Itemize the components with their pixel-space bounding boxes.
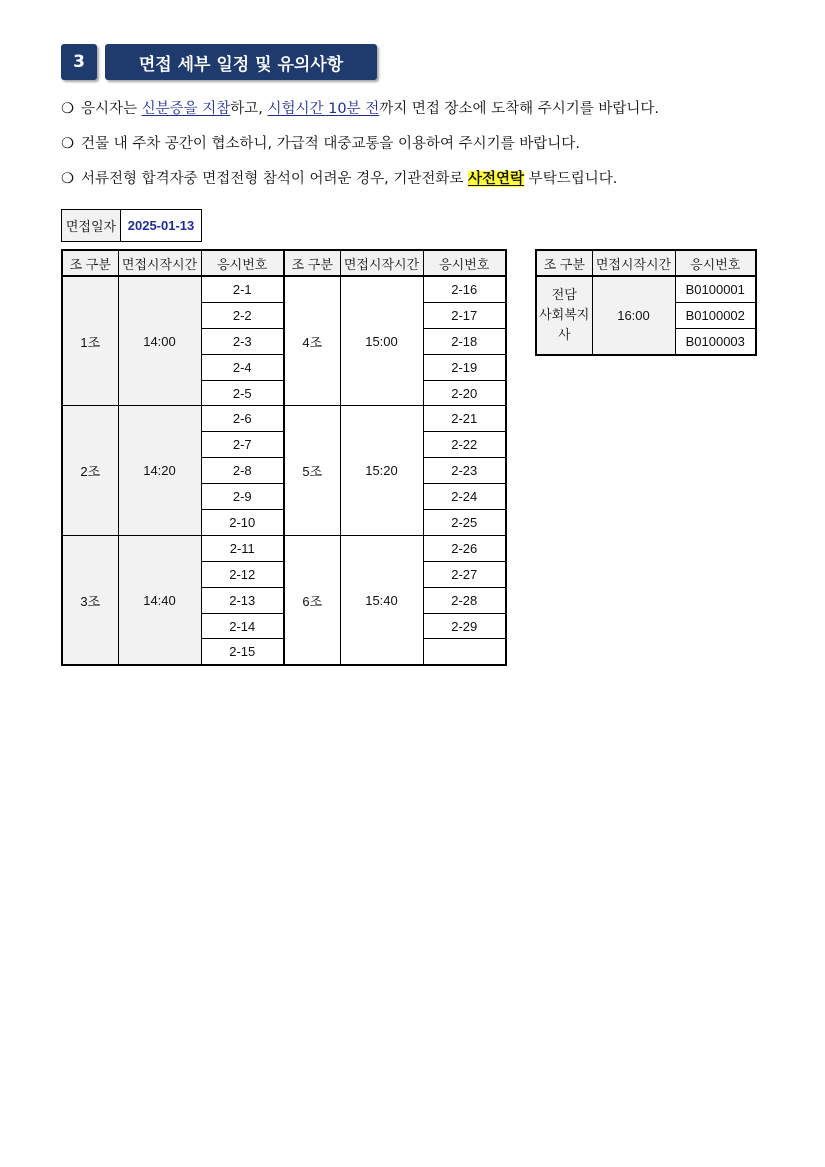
group-cell <box>536 276 592 355</box>
start-time-cell: 15:00 <box>340 276 423 406</box>
bullet-circle-icon: ❍ <box>61 136 74 152</box>
start-time-cell: 14:00 <box>118 276 201 406</box>
notice-1 <box>61 99 659 119</box>
arrival-time-emphasis: 시험시간 10분 전 <box>267 101 380 117</box>
interview-date-value: 2025-01-13 <box>121 210 202 242</box>
applicant-number: 2-1 <box>201 276 284 302</box>
applicant-number: 2-25 <box>423 510 506 536</box>
column-header: 면접시작시간 <box>118 250 201 276</box>
applicant-number: 2-8 <box>201 458 284 484</box>
group-cell: 2조 <box>62 406 118 535</box>
applicant-number: 2-7 <box>201 432 284 458</box>
applicant-number: 2-22 <box>423 432 506 458</box>
applicant-number: 2-10 <box>201 510 284 536</box>
interview-date-label: 면접일자 <box>62 210 121 242</box>
notice-text: 서류전형 합격자중 면접전형 참석이 어려운 경우, 기관전화로 <box>81 171 469 187</box>
column-header: 응시번호 <box>675 250 756 276</box>
start-time-cell: 14:20 <box>118 406 201 535</box>
applicant-number: 2-17 <box>423 302 506 328</box>
applicant-number: 2-28 <box>423 587 506 613</box>
notice-text: 까지 면접 장소에 도착해 주시기를 바랍니다. <box>379 101 660 117</box>
applicant-number: 2-23 <box>423 458 506 484</box>
section-number: 3 <box>61 44 97 80</box>
applicant-number: 2-6 <box>201 406 284 432</box>
applicant-number: 2-27 <box>423 561 506 587</box>
applicant-number: 2-19 <box>423 354 506 380</box>
applicant-number: B0100002 <box>675 302 756 328</box>
column-header: 조 구분 <box>62 250 118 276</box>
group-cell: 5조 <box>284 406 340 535</box>
applicant-number <box>423 639 506 665</box>
start-time-cell: 15:20 <box>340 406 423 535</box>
applicant-number: 2-3 <box>201 328 284 354</box>
notice-2 <box>61 134 580 154</box>
interview-date-table <box>61 209 202 242</box>
applicant-number: 2-15 <box>201 639 284 665</box>
applicant-number: 2-21 <box>423 406 506 432</box>
bullet-circle-icon: ❍ <box>61 171 74 187</box>
group-label-line2: 사회복지사 <box>539 307 590 343</box>
section-title: 면접 세부 일정 및 유의사항 <box>105 44 377 80</box>
start-time-cell: 14:40 <box>118 535 201 665</box>
column-header: 조 구분 <box>284 250 340 276</box>
applicant-number: B0100001 <box>675 276 756 302</box>
id-card-emphasis: 신분증을 지참 <box>141 101 231 117</box>
applicant-number: 2-20 <box>423 380 506 406</box>
group-cell: 4조 <box>284 276 340 406</box>
applicant-number: 2-4 <box>201 354 284 380</box>
group-cell: 6조 <box>284 535 340 665</box>
notice-text: 하고, <box>230 101 268 117</box>
notice-3 <box>61 169 617 189</box>
applicant-number: 2-13 <box>201 587 284 613</box>
notice-text: 응시자는 <box>81 101 142 117</box>
group-label-line1: 전담 <box>551 287 577 303</box>
start-time-cell: 16:00 <box>592 276 675 355</box>
notice-text: 건물 내 주차 공간이 협소하니, 가급적 대중교통을 이용하여 주시기를 바랍니다. <box>81 136 580 152</box>
applicant-number: 2-11 <box>201 535 284 561</box>
schedule-table <box>61 249 507 666</box>
applicant-number: 2-29 <box>423 613 506 639</box>
applicant-number: 2-2 <box>201 302 284 328</box>
column-header: 응시번호 <box>423 250 506 276</box>
group-cell: 1조 <box>62 276 118 406</box>
notice-text: 부탁드립니다. <box>524 171 618 187</box>
column-header: 조 구분 <box>536 250 592 276</box>
applicant-number: 2-24 <box>423 484 506 510</box>
applicant-number: 2-18 <box>423 328 506 354</box>
applicant-number: 2-12 <box>201 561 284 587</box>
applicant-number: 2-26 <box>423 535 506 561</box>
applicant-number: 2-5 <box>201 380 284 406</box>
column-header: 응시번호 <box>201 250 284 276</box>
applicant-number: 2-14 <box>201 613 284 639</box>
start-time-cell: 15:40 <box>340 535 423 665</box>
applicant-number: 2-16 <box>423 276 506 302</box>
column-header: 면접시작시간 <box>340 250 423 276</box>
applicant-number: B0100003 <box>675 328 756 354</box>
social-worker-table <box>535 249 757 356</box>
group-cell: 3조 <box>62 535 118 665</box>
bullet-circle-icon: ❍ <box>61 101 74 117</box>
section-header <box>61 44 377 82</box>
column-header: 면접시작시간 <box>592 250 675 276</box>
advance-contact-emphasis: 사전연락 <box>468 171 525 187</box>
applicant-number: 2-9 <box>201 484 284 510</box>
